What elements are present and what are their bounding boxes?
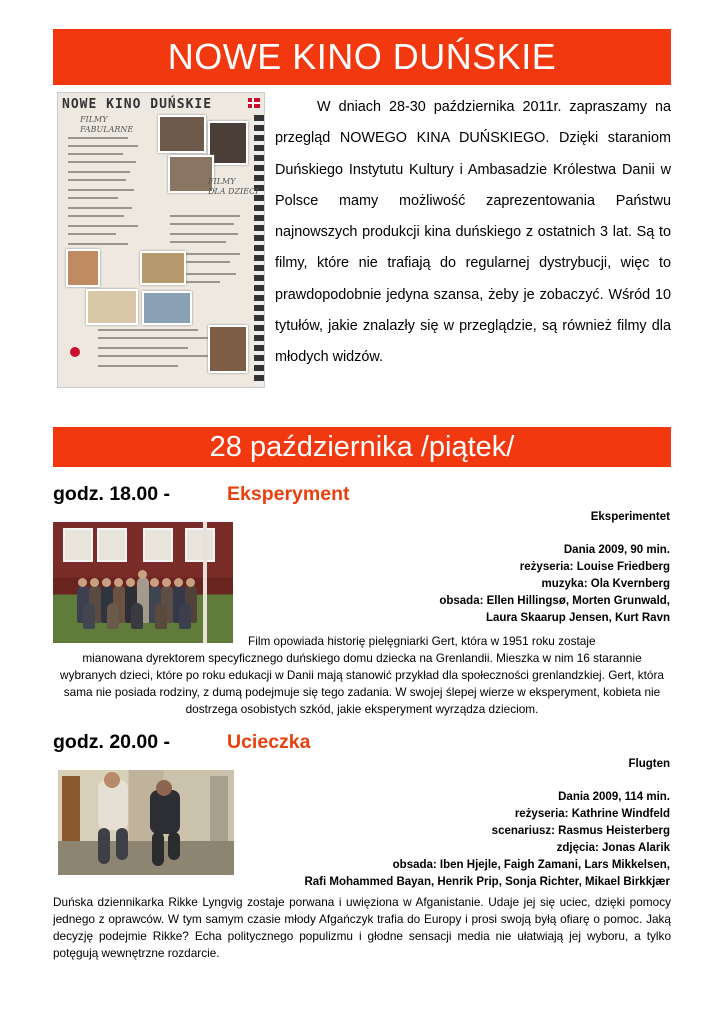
film-credits [250,509,670,627]
screening-time: godz. 18.00 - [53,483,171,505]
poster-handwriting: FABULARNE [80,125,134,134]
description-first-line: Film opowiada historię pielęgniarki Gert, która w 1951 roku zostaje [248,634,596,648]
credit-line: muzyka: Ola Kvernberg [541,578,670,590]
danish-flag-icon [248,98,260,108]
screening-time: godz. 20.00 - [53,731,171,753]
film-still-ucieczka [58,770,234,875]
poster-still-photo [208,325,248,373]
poster-title: NOWE KINO DUŃSKIE [62,97,213,112]
credit-line: reżyseria: Kathrine Windfeld [514,808,670,820]
film-strip-decoration [254,115,264,385]
credit-line: Dania 2009, 114 min. [558,791,670,803]
poster-still-photo [86,289,138,325]
original-title: Flugten [628,758,670,770]
poster-still-photo [140,251,186,285]
intro-text [275,92,671,374]
film-still-eksperyment [53,522,233,643]
festival-poster-image [57,92,265,388]
film-credits [250,756,670,891]
credit-line: Laura Skaarup Jensen, Kurt Ravn [485,612,670,624]
credit-line: Rafi Mohammed Bayan, Henrik Prip, Sonja Richter, Mikael Birkkjær [304,876,670,888]
intro-paragraph: W dniach 28-30 października 2011r. zapraszamy na przegląd NOWEGO KINA DUŃSKIEGO. Dzięki staraniom Duńskiego Instytutu Kultury i Ambasadzie Królestwa Danii w Polsce mamy możliwość zaprezentowania Państwu najnowszych produkcji kina duńskiego z ostatnich 3 lat. Są to filmy, które nie trafiają do regularnej dystrybucji, więc to prawdopodobnie jedyna szansa, żeby je zobaczyć. Wśród 10 tytułów, jakie znalazły się w przeglądzie, są również filmy dla młodych widzów. [275,99,671,366]
poster-logo-icon [70,347,80,357]
description-body: mianowana dyrektorem specyficznego duńskiego domu dziecka na Grenlandii. Mieszka w nim 16 starannie wybranych dzieci, które po roku edukacji w Danii mają stanowić przykład dla społeczności grenlandzkiej. Gert, która sama nie posiada rodziny, z dumą podejmuje się tego zadania. W swojej ślepej wierze w eksperyment, kobieta nie dostrzega osobistych szkód, jakie eksperyment wyrządza dzieciom. [60,651,664,716]
day-heading: 28 października /piątek/ [53,427,671,467]
credit-line: scenariusz: Rasmus Heisterberg [491,825,670,837]
poster-still-photo [158,115,206,153]
poster-still-photo [208,121,248,165]
credit-line: zdjęcia: Jonas Alarik [556,842,670,854]
original-title: Eksperimentet [590,511,670,523]
credit-line: Dania 2009, 90 min. [563,544,670,556]
page-title: NOWE KINO DUŃSKIE [53,29,671,85]
film-description: Duńska dziennikarka Rikke Lyngvig zostaje porwana i uwięziona w Afganistanie. Udaje jej się uciec, dzięki pomocy jednego z oprawców. W tym samym czasie młody Afgańczyk trafia do Europy i prosi swoją byłą ofiarę o pomoc. Jaką decyzję podejmie Rikke? Echa politycznego populizmu i głodne sensacji media nie ułatwiają jej wyboru, a tylko potęgują wewnętrzne rozdarcie. [53,895,671,960]
credit-line: obsada: Iben Hjejle, Faigh Zamani, Lars Mikkelsen, [392,859,670,871]
poster-still-photo [142,291,192,325]
film-description [53,633,671,718]
credit-line: reżyseria: Louise Friedberg [519,561,670,573]
poster-still-photo [66,249,100,287]
film-title: Ucieczka [227,731,311,753]
poster-handwriting: FILMY [208,177,236,186]
film-title: Eksperyment [227,483,350,505]
poster-handwriting: DLA DZIECI [208,187,259,196]
poster-handwriting: FILMY [80,115,108,124]
credit-line: obsada: Ellen Hillingsø, Morten Grunwald, [439,595,670,607]
